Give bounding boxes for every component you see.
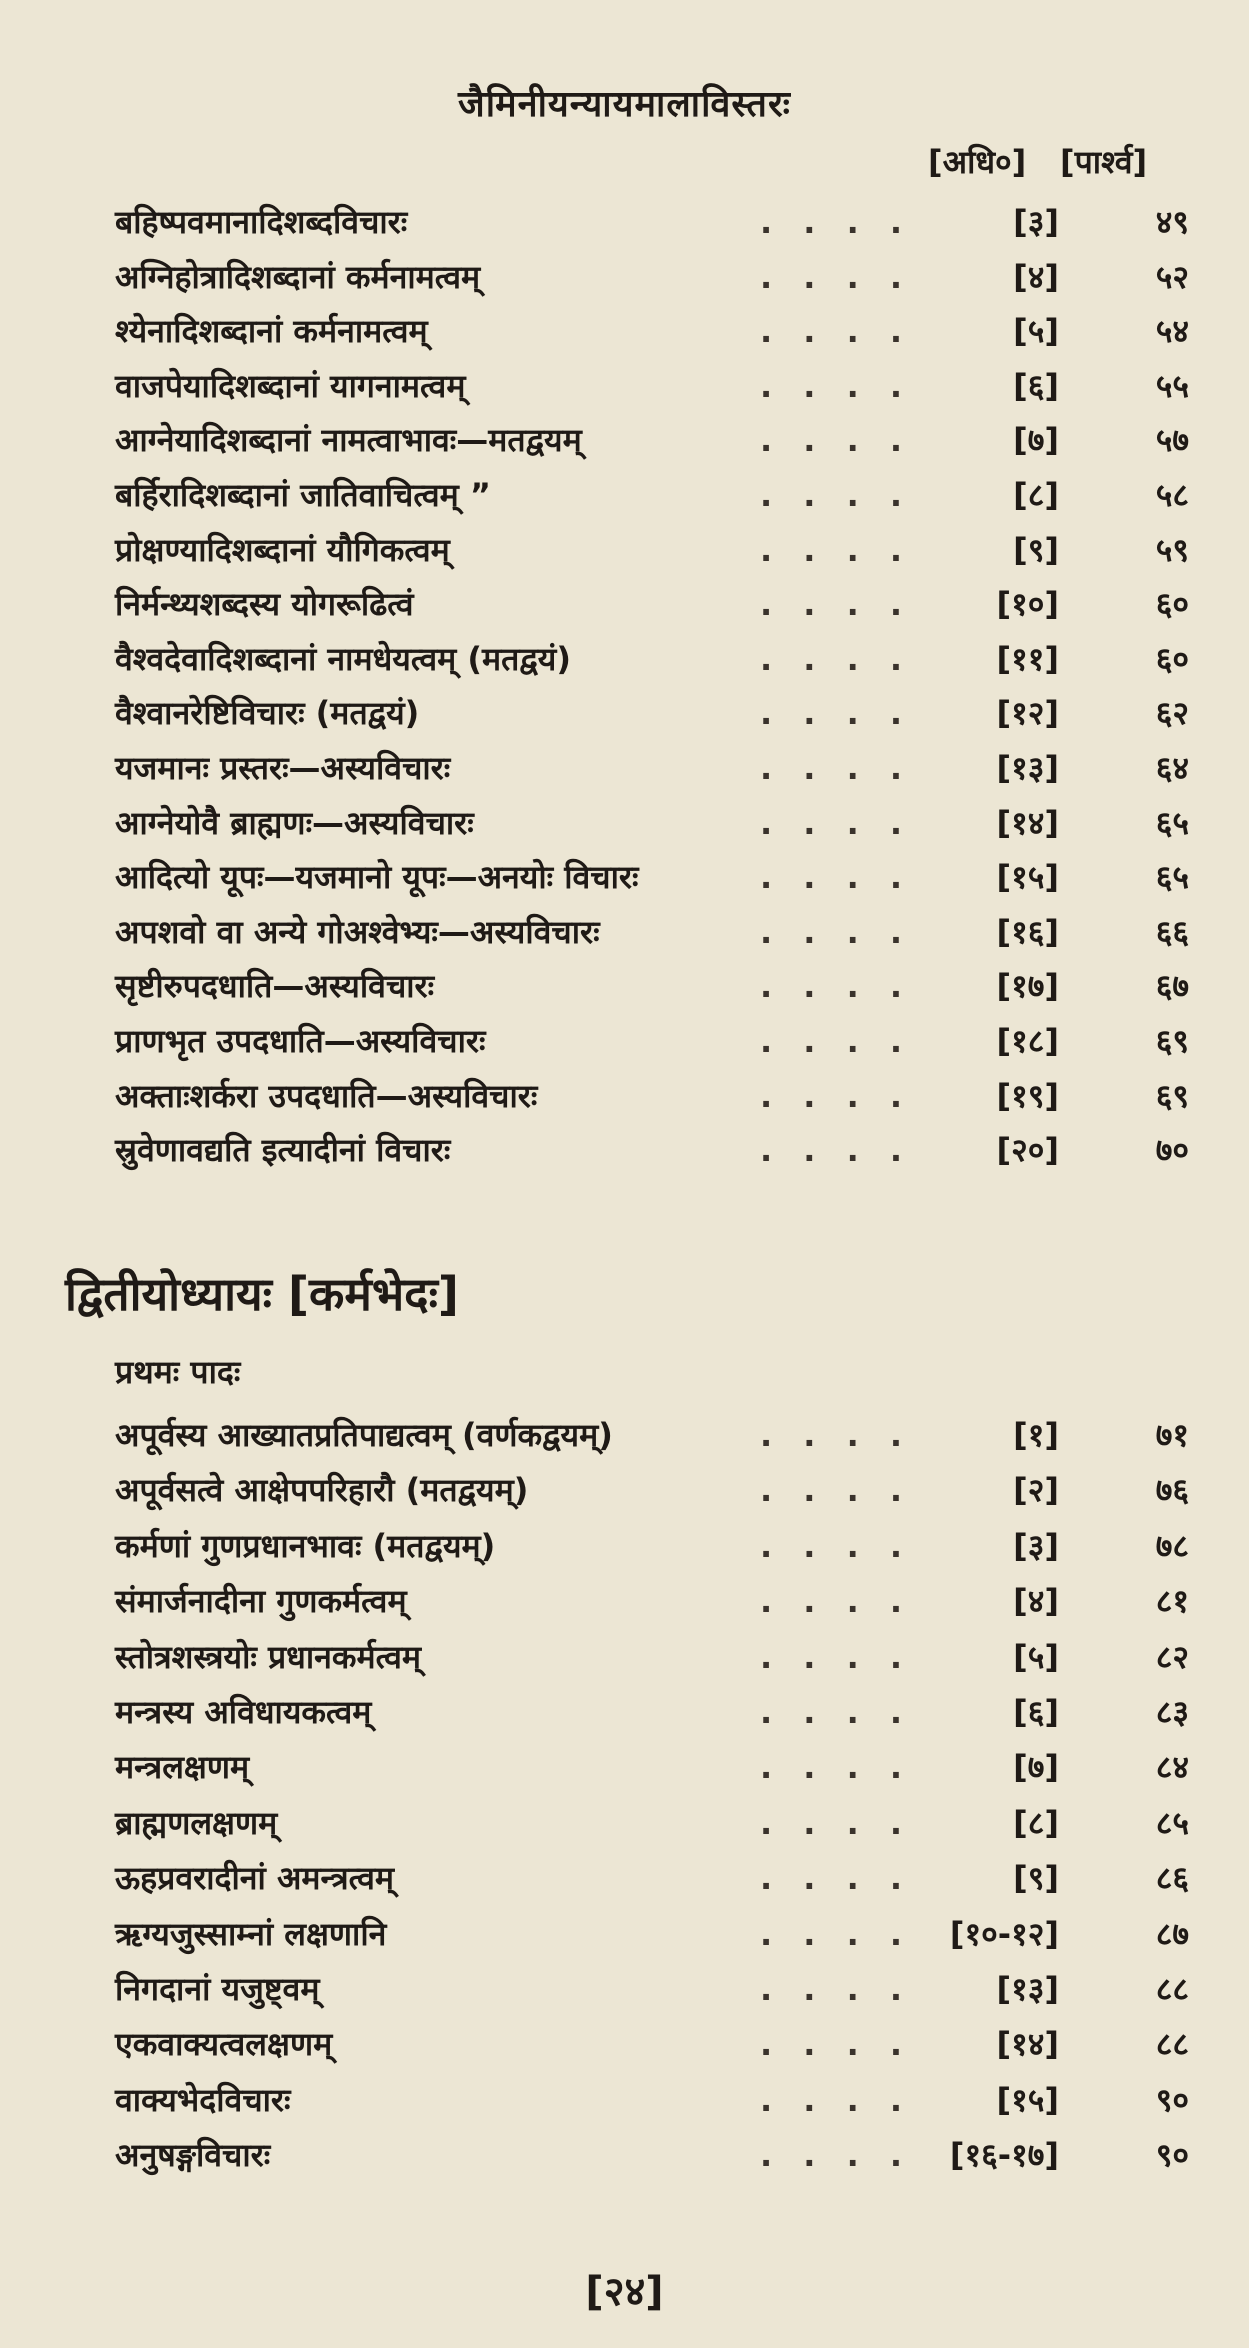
adhikarana-number: [६]	[1013, 1693, 1059, 1731]
toc-entry	[0, 1576, 1249, 1626]
dot-leader: . . . .	[760, 312, 913, 351]
toc-entry	[0, 415, 1249, 465]
dot-leader: . . . .	[760, 1803, 913, 1842]
adhikarana-number: [१]	[1013, 1416, 1059, 1454]
page-ref: ५२	[1155, 257, 1189, 296]
page-number: [२४]	[585, 2269, 664, 2315]
adhikarana-number: [५]	[1013, 312, 1059, 351]
toc-entry	[0, 1410, 1249, 1460]
toc-entry	[0, 470, 1249, 520]
page-ref: ६९	[1155, 1022, 1189, 1060]
dot-leader: . . . .	[760, 858, 913, 897]
toc-entry	[0, 197, 1249, 247]
entry-title: श्येनादिशब्दानां कर्मनामत्वम्	[115, 312, 428, 351]
entry-title: स्रुवेणावद्यति इत्यादीनां विचारः	[115, 1131, 451, 1170]
dot-leader: . . . .	[760, 1582, 913, 1621]
entry-title: आदित्यो यूपः—यजमानो यूपः—अनयोः विचारः	[115, 858, 639, 897]
adhikarana-number: [१२]	[996, 694, 1059, 733]
adhikarana-number: [५]	[1013, 1637, 1059, 1676]
page-ref: ९०	[1155, 2136, 1189, 2175]
dot-leader: . . . .	[760, 967, 913, 1006]
adhikarana-number: [१७]	[996, 967, 1059, 1006]
page-ref: ८५	[1155, 1803, 1189, 1842]
entry-title: संमार्जनादीना गुणकर्मत्वम्	[115, 1582, 407, 1621]
chapter-heading: द्वितीयोध्यायः [कर्मभेदः]	[65, 1267, 459, 1321]
page-ref: ६५	[1155, 858, 1189, 897]
entry-title: निगदानां यजुष्ट्वम्	[115, 1970, 320, 2008]
toc-entry	[0, 852, 1249, 902]
page-ref: ८४	[1155, 1748, 1189, 1787]
toc-entry	[0, 1853, 1249, 1903]
adhikarana-number: [२]	[1013, 1471, 1059, 1510]
adhikarana-number: [१४]	[996, 2025, 1059, 2064]
toc-entry	[0, 743, 1249, 793]
entry-title: वैश्वदेवादिशब्दानां नामधेयत्वम् (मतद्वयं)	[115, 639, 571, 678]
page-ref: ६९	[1155, 1076, 1189, 1115]
page-ref: ५४	[1155, 312, 1189, 351]
toc-entry	[0, 1632, 1249, 1682]
adhikarana-number: [१८]	[996, 1022, 1059, 1060]
entry-title: अपूर्वस्य आख्यातप्रतिपाद्यत्वम् (वर्णकद्वयम्)	[115, 1416, 613, 1454]
dot-leader: . . . .	[760, 366, 913, 405]
toc-entry	[0, 634, 1249, 684]
adhikarana-number: [९]	[1013, 1859, 1059, 1898]
dot-leader: . . . .	[760, 803, 913, 842]
adhikarana-column-header: [अधि०]	[928, 143, 1027, 181]
entry-title: अग्निहोत्रादिशब्दानां कर्मनामत्वम्	[115, 257, 481, 296]
toc-entry	[0, 961, 1249, 1011]
dot-leader: . . . .	[760, 1637, 913, 1676]
page-ref: ६५	[1155, 803, 1189, 842]
entry-title: कर्मणां गुणप्रधानभावः (मतद्वयम्)	[115, 1526, 496, 1565]
dot-leader: . . . .	[760, 1914, 913, 1953]
adhikarana-number: [४]	[1013, 257, 1059, 296]
dot-leader: . . . .	[760, 694, 913, 733]
toc-entry	[0, 361, 1249, 411]
entry-title: आग्नेयादिशब्दानां नामत्वाभावः—मतद्वयम्	[115, 421, 582, 460]
toc-entry	[0, 2130, 1249, 2180]
adhikarana-number: [८]	[1013, 476, 1059, 514]
entry-title: आग्नेयोवै ब्राह्मणः—अस्यविचारः	[115, 803, 474, 842]
entry-title: अपूर्वसत्वे आक्षेपपरिहारौ (मतद्वयम्)	[115, 1471, 529, 1510]
dot-leader: . . . .	[760, 530, 913, 569]
adhikarana-number: [८]	[1013, 1803, 1059, 1842]
entry-title: मन्त्रलक्षणम्	[115, 1748, 250, 1787]
entry-title: ब्राह्मणलक्षणम्	[115, 1803, 278, 1842]
page-ref: ७८	[1155, 1526, 1189, 1565]
adhikarana-number: [७]	[1013, 421, 1059, 460]
adhikarana-number: [१३]	[996, 1970, 1059, 2008]
page-ref: ६४	[1155, 749, 1189, 787]
entry-title: वाजपेयादिशब्दानां यागनामत्वम्	[115, 366, 466, 405]
adhikarana-number: [१४]	[996, 803, 1059, 842]
entry-title: अनुषङ्गविचारः	[115, 2136, 271, 2175]
dot-leader: . . . .	[760, 476, 913, 514]
toc-entry	[0, 1521, 1249, 1571]
adhikarana-number: [६]	[1013, 366, 1059, 405]
adhikarana-number: [२०]	[996, 1131, 1059, 1170]
adhikarana-number: [१३]	[996, 749, 1059, 787]
dot-leader: . . . .	[760, 1970, 913, 2008]
adhikarana-number: [१६]	[996, 912, 1059, 951]
page-ref: ७६	[1155, 1471, 1189, 1510]
entry-title: ऋग्यजुस्साम्नां लक्षणानि	[115, 1914, 387, 1953]
adhikarana-number: [७]	[1013, 1748, 1059, 1787]
dot-leader: . . . .	[760, 585, 913, 624]
entry-title: ऊहप्रवरादीनां अमन्त्रत्वम्	[115, 1859, 395, 1898]
toc-entry	[0, 1016, 1249, 1066]
adhikarana-number: [१९]	[996, 1076, 1059, 1115]
entry-title: प्रोक्षण्यादिशब्दानां यौगिकत्वम्	[115, 530, 450, 569]
adhikarana-number: [१६-१७]	[949, 2136, 1059, 2175]
toc-entry	[0, 1125, 1249, 1175]
entry-title: एकवाक्यत्वलक्षणम्	[115, 2025, 333, 2064]
dot-leader: . . . .	[760, 1022, 913, 1060]
adhikarana-number: [४]	[1013, 1582, 1059, 1621]
dot-leader: . . . .	[760, 257, 913, 296]
dot-leader: . . . .	[760, 1076, 913, 1115]
adhikarana-number: [१५]	[996, 2080, 1059, 2119]
column-headers	[920, 140, 1190, 190]
page-ref: ५८	[1155, 476, 1189, 514]
page-ref: ८८	[1155, 1970, 1189, 2008]
page-ref: ८८	[1155, 2025, 1189, 2064]
page-ref: ७१	[1155, 1416, 1189, 1454]
page-ref: ५५	[1155, 366, 1189, 405]
toc-entry	[0, 252, 1249, 302]
toc-entry	[0, 1465, 1249, 1515]
entry-title: अक्ताःशर्करा उपदधाति—अस्यविचारः	[115, 1076, 538, 1115]
dot-leader: . . . .	[760, 2080, 913, 2119]
parshva-column-header: [पार्श्व]	[1060, 143, 1148, 181]
page-ref: ८२	[1155, 1637, 1189, 1676]
adhikarana-number: [१५]	[996, 858, 1059, 897]
adhikarana-number: [१०-१२]	[949, 1914, 1059, 1953]
adhikarana-number: [९]	[1013, 530, 1059, 569]
dot-leader: . . . .	[760, 1693, 913, 1731]
page-ref: ६६	[1155, 912, 1189, 951]
page-ref: ५९	[1155, 530, 1189, 569]
toc-entry	[0, 1798, 1249, 1848]
entry-title: स्तोत्रशस्त्रयोः प्रधानकर्मत्वम्	[115, 1637, 422, 1676]
adhikarana-number: [३]	[1013, 203, 1059, 241]
toc-entry	[0, 688, 1249, 738]
page-ref: ६७	[1155, 967, 1189, 1006]
entry-title: अपशवो वा अन्ये गोअश्वेभ्यः—अस्यविचारः	[115, 912, 600, 951]
page-ref: ८६	[1155, 1859, 1189, 1898]
dot-leader: . . . .	[760, 1859, 913, 1898]
page-ref: ४९	[1155, 203, 1189, 241]
dot-leader: . . . .	[760, 749, 913, 787]
adhikarana-number: [११]	[996, 639, 1059, 678]
page-ref: ८१	[1155, 1582, 1189, 1621]
dot-leader: . . . .	[760, 203, 913, 241]
dot-leader: . . . .	[760, 1416, 913, 1454]
toc-entry	[0, 2075, 1249, 2125]
toc-entry	[0, 306, 1249, 356]
dot-leader: . . . .	[760, 1748, 913, 1787]
entry-title: निर्मन्थ्यशब्दस्य योगरूढित्वं	[115, 585, 414, 624]
dot-leader: . . . .	[760, 421, 913, 460]
running-title: जैमिनीयन्यायमालाविस्तरः	[458, 84, 791, 125]
toc-entry	[0, 907, 1249, 957]
toc-entry	[0, 1742, 1249, 1792]
page-ref: ९०	[1155, 2080, 1189, 2119]
dot-leader: . . . .	[760, 1471, 913, 1510]
dot-leader: . . . .	[760, 1526, 913, 1565]
adhikarana-number: [३]	[1013, 1526, 1059, 1565]
page-ref: ६२	[1155, 694, 1189, 733]
page-ref: ६०	[1155, 585, 1189, 624]
entry-title: यजमानः प्रस्तरः—अस्यविचारः	[115, 749, 451, 787]
entry-title: बर्हिरादिशब्दानां जातिवाचित्वम् ”	[115, 476, 491, 514]
entry-title: वाक्यभेदविचारः	[115, 2080, 291, 2119]
page-ref: ७०	[1155, 1131, 1189, 1170]
toc-entry	[0, 579, 1249, 629]
dot-leader: . . . .	[760, 912, 913, 951]
page-ref: ५७	[1155, 421, 1189, 460]
page-ref: ६०	[1155, 639, 1189, 678]
toc-entry	[0, 798, 1249, 848]
toc-entry	[0, 1071, 1249, 1121]
entry-title: बहिष्पवमानादिशब्दविचारः	[115, 203, 408, 241]
entry-title: मन्त्रस्य अविधायकत्वम्	[115, 1693, 372, 1731]
toc-entry	[0, 1687, 1249, 1737]
dot-leader: . . . .	[760, 639, 913, 678]
adhikarana-number: [१०]	[996, 585, 1059, 624]
dot-leader: . . . .	[760, 2025, 913, 2064]
page-ref: ८३	[1155, 1693, 1189, 1731]
section-heading: प्रथमः पादः	[115, 1353, 241, 1391]
entry-title: प्राणभृत उपदधाति—अस्यविचारः	[115, 1022, 486, 1060]
toc-entry	[0, 1964, 1249, 2014]
toc-entry	[0, 1909, 1249, 1959]
dot-leader: . . . .	[760, 2136, 913, 2175]
toc-entry	[0, 525, 1249, 575]
dot-leader: . . . .	[760, 1131, 913, 1170]
toc-entry	[0, 2019, 1249, 2069]
entry-title: वैश्वानरेष्टिविचारः (मतद्वयं)	[115, 694, 420, 733]
entry-title: सृष्टीरुपदधाति—अस्यविचारः	[115, 967, 435, 1006]
page-ref: ८७	[1155, 1914, 1189, 1953]
